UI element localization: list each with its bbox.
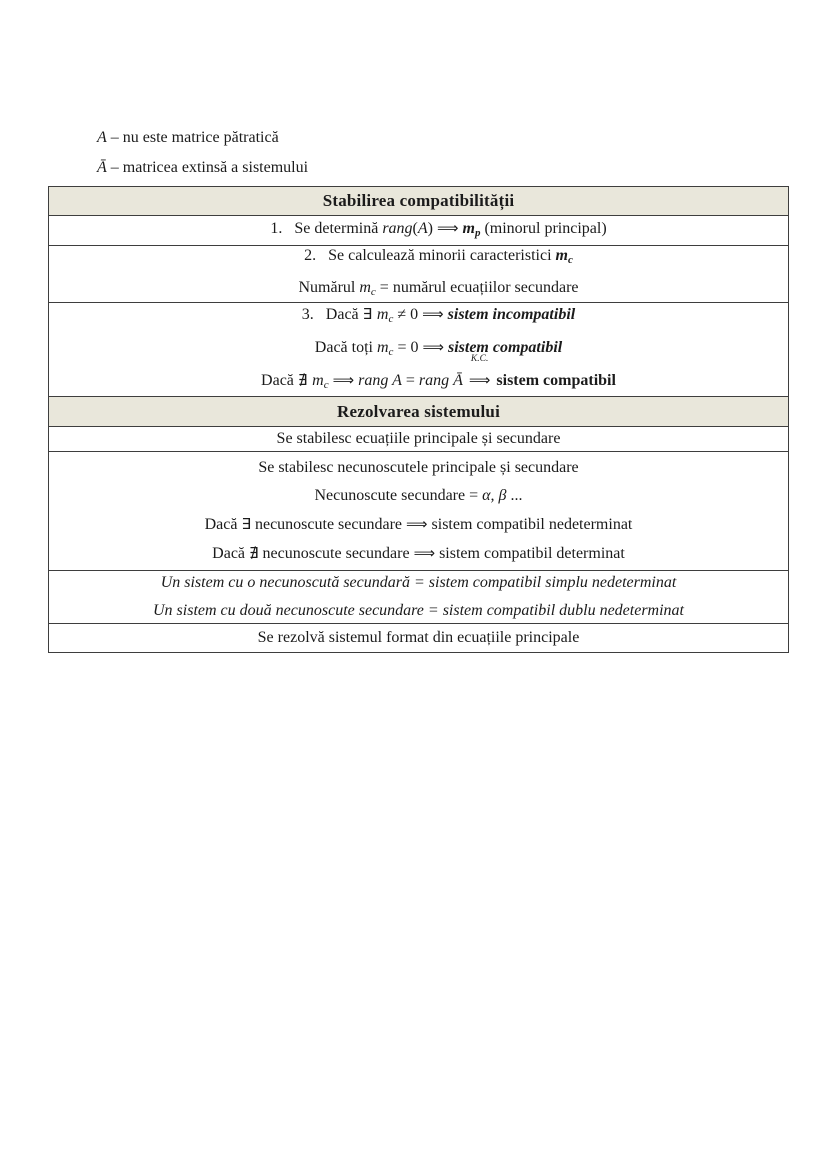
text-segment: ⟹	[406, 515, 428, 533]
kc-implies-arrow	[468, 354, 491, 395]
table-line	[337, 398, 500, 426]
text-segment: (minorul principal)	[480, 220, 607, 237]
section-header-row	[49, 396, 788, 426]
table-line	[302, 300, 575, 333]
text-segment: Un sistem cu o necunoscută secundară = sistem compatibil simplu nedeterminat	[160, 574, 677, 591]
text-segment: Stabilirea compatibilității	[322, 191, 515, 210]
table-line	[161, 569, 677, 597]
text-segment: sistem incompatibil	[447, 306, 576, 323]
text-segment: (	[412, 220, 418, 237]
text-segment: 3. Dacă	[301, 306, 363, 323]
text-segment: rang Ā	[418, 372, 463, 389]
kc-label: K.C.	[470, 354, 489, 364]
text-segment: p	[474, 227, 481, 239]
text-segment: ⟹	[422, 338, 444, 356]
text-segment: – nu este matrice pătratică	[106, 129, 279, 146]
matrix-notes	[97, 123, 308, 183]
text-segment: ...	[506, 487, 523, 504]
text-segment: rang A	[358, 372, 402, 389]
text-segment: Ā	[97, 159, 107, 176]
table-line	[315, 333, 562, 366]
text-segment: sistem compatibil	[496, 372, 616, 389]
table-line	[212, 539, 625, 568]
table-row	[49, 570, 788, 623]
text-segment: m	[376, 306, 389, 323]
table-row	[49, 215, 788, 245]
table-line	[277, 425, 561, 453]
text-segment: ⟹	[413, 544, 436, 562]
table-line	[304, 242, 573, 274]
table-line	[258, 454, 578, 482]
text-segment: necunoscute secundare	[250, 516, 407, 533]
text-segment: 1. Se determină	[270, 220, 383, 237]
text-segment: m	[359, 279, 371, 296]
text-segment: sistem compatibil	[447, 339, 563, 356]
table-row	[49, 426, 788, 451]
text-segment: ∄	[297, 371, 313, 389]
note-matrix-a-bar	[97, 153, 308, 183]
table-row	[49, 451, 788, 570]
text-segment: sistem compatibil nedeterminat	[427, 516, 633, 533]
table-row	[49, 245, 788, 302]
text-segment: – matricea extinsă a sistemului	[106, 159, 309, 176]
text-segment: ∃	[362, 305, 377, 323]
implies-arrow-icon: ⟹	[468, 371, 491, 389]
text-segment: c	[370, 286, 376, 298]
text-segment: c	[388, 313, 394, 325]
table-line	[323, 187, 515, 215]
text-segment: A	[97, 129, 107, 146]
text-segment: =	[401, 372, 419, 389]
text-segment: ∃	[241, 515, 251, 533]
text-segment: Dacă	[212, 545, 250, 562]
text-segment: Un sistem cu două necunoscute secundare = sistem compatibil dublu nedeterminat	[153, 602, 684, 619]
text-segment: rang	[382, 220, 413, 237]
text-segment: m	[376, 339, 389, 356]
text-segment: ∄	[249, 544, 259, 562]
table-line	[315, 482, 523, 510]
text-segment: = numărul ecuațiilor secundare	[375, 279, 579, 296]
table-line	[261, 354, 616, 399]
text-segment: ≠ 0	[393, 306, 423, 323]
text-segment: m	[312, 372, 324, 389]
text-segment: c	[568, 254, 573, 266]
text-segment: Necunoscute secundare =	[314, 487, 483, 504]
text-segment: A	[417, 220, 428, 237]
text-segment: m	[555, 247, 568, 264]
text-segment: c	[388, 346, 394, 358]
text-segment: Rezolvarea sistemului	[336, 401, 500, 421]
text-segment: m	[462, 220, 475, 237]
text-segment	[463, 372, 467, 389]
text-segment: α, β	[482, 487, 507, 504]
table-line	[258, 624, 580, 652]
note-matrix-a	[97, 123, 308, 153]
table-line	[153, 597, 684, 625]
table-line	[205, 510, 633, 539]
text-segment: ⟹	[332, 371, 355, 389]
text-segment: Se rezolvă sistemul format din ecuațiile principale	[257, 629, 580, 646]
text-segment: necunoscute secundare	[258, 545, 414, 562]
section-header-row	[49, 187, 788, 215]
text-segment: Dacă	[261, 372, 298, 389]
text-segment: Dacă	[204, 516, 242, 533]
text-segment: Dacă toți	[314, 339, 377, 356]
text-segment: Se stabilesc ecuațiile principale și secundare	[276, 430, 561, 447]
text-segment: )	[427, 220, 437, 237]
text-segment: Se stabilesc necunoscutele principale și secundare	[258, 459, 579, 476]
text-segment: ⟹	[436, 219, 459, 237]
compatibility-table	[48, 186, 789, 653]
text-segment: 2. Se calculează minorii caracteristici	[304, 247, 556, 264]
text-segment: c	[323, 379, 329, 391]
table-row	[49, 302, 788, 396]
text-segment: Numărul	[298, 279, 360, 296]
text-segment: ⟹	[422, 305, 444, 323]
table-row	[49, 623, 788, 652]
text-segment: = 0	[393, 339, 423, 356]
text-segment: sistem compatibil determinat	[435, 545, 625, 562]
